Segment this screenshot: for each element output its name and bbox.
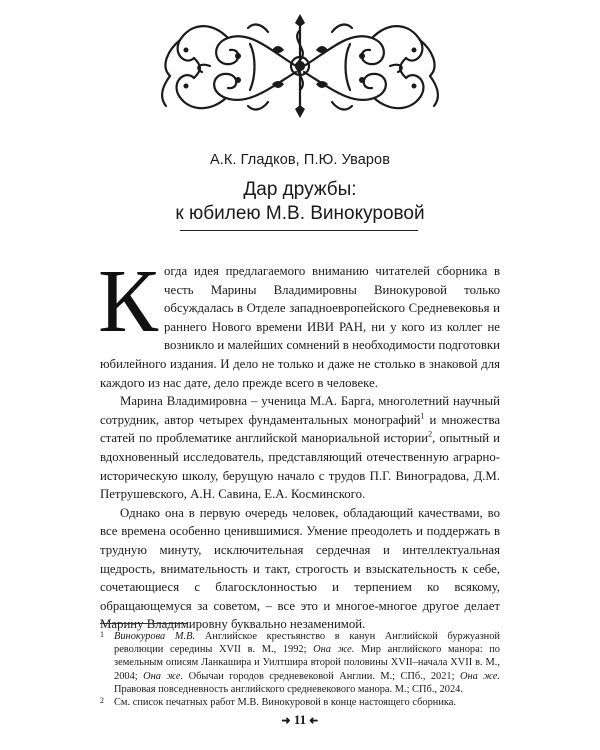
authors: А.К. Гладков, П.Ю. Уваров <box>209 152 391 168</box>
footnote-divider <box>100 623 188 624</box>
footnote-number: 1 <box>100 630 104 639</box>
paragraph-1 <box>98 252 500 392</box>
decorative-ornament <box>150 10 450 122</box>
paragraph-3: Однако она в первую очередь человек, обладающий качествами, во все времена особенно ценившимися. Умение преодолеть и поддержать в трудную минуту, исключительная сердечная и интеллектуальная щедрость, внимательность и такт, строгость и взыскательность к себе, сочетающиеся с благосклонностью и терпением ко всякому, обращающемуся за советом, – все это и многое-многое другое делает Марину Владимировну буквально незаменимой. <box>100 505 500 632</box>
footnote-ibid: Она же. <box>313 644 355 656</box>
page-number <box>0 712 600 728</box>
footnote-ibid: Она же. <box>143 670 184 682</box>
footnote-1 <box>100 630 500 696</box>
title-underline <box>180 230 418 231</box>
article-title <box>0 178 600 226</box>
footnote-2 <box>100 696 500 709</box>
footnote-text: Английское крестьянство в канун Английской буржуазной революции середины XVII в. М., 1992; <box>114 631 500 656</box>
paragraph-2-part-c: , опытный и вдохновенный исследователь, представляющий отечественную аграрно-историческую школу, берущую начало с трудов П.Г. Виноградова, Д.М. Петрушевского, А.Н. Савина, Е.А. Косминского. <box>100 431 500 502</box>
footnote-text: Правовая повседневность английского средневекового манора. М.; СПб., 2024. <box>114 683 463 695</box>
title-line-1: Дар дружбы: <box>243 179 357 200</box>
paragraph-2-part-b: и множества статей по проблематике английской манориальной истории <box>100 412 500 446</box>
arrow-left-icon: ➜ <box>309 715 319 727</box>
article-body <box>98 252 500 634</box>
paragraph-2-part-a: Марина Владимировна – ученица М.А. Барга, многолетний научный сотрудник, автор четырех фундаментальных монографий <box>100 394 500 427</box>
footnote-author: Винокурова М.В. <box>114 631 196 642</box>
footnote-ibid: Она же. <box>459 670 500 682</box>
paragraph-1-text: огда идея предлагаемого вниманию читателей сборника в честь Марины Владимировны Винокуровой только обсуждалась в Отделе западноевропейского Средневековья и раннего Нового времени ИВИ РАН, ни у кого из коллег не возникло и малейших сомнений в необходимости подготовки юбилейного издания. И дело не только и даже не столько в знаковой для каждого из нас дате, дело прежде всего в человеке. <box>100 264 500 390</box>
footnote-number: 2 <box>100 696 104 706</box>
footnote-text: Мир английского манора: по земельным описям Ланкашира и Уилтшира второй половины XVII–начала XVII в. М., 2004; <box>114 644 500 682</box>
paragraph-2 <box>100 392 500 504</box>
footnote-ref-1[interactable]: 1 <box>420 411 425 421</box>
footnotes <box>100 630 500 709</box>
title-line-2: к юбилею М.В. Винокуровой <box>175 203 425 224</box>
footnote-text: См. список печатных работ М.В. Винокуровой в конце настоящего сборника. <box>114 697 456 709</box>
drop-cap: К <box>98 252 159 351</box>
footnote-ref-2[interactable]: 2 <box>428 430 433 440</box>
page-number-value: 11 <box>293 712 307 727</box>
footnote-text: Обычаи городов средневековой Англии. М.; СПб., 2021; <box>183 670 460 682</box>
arrow-right-icon: ➜ <box>281 715 291 727</box>
